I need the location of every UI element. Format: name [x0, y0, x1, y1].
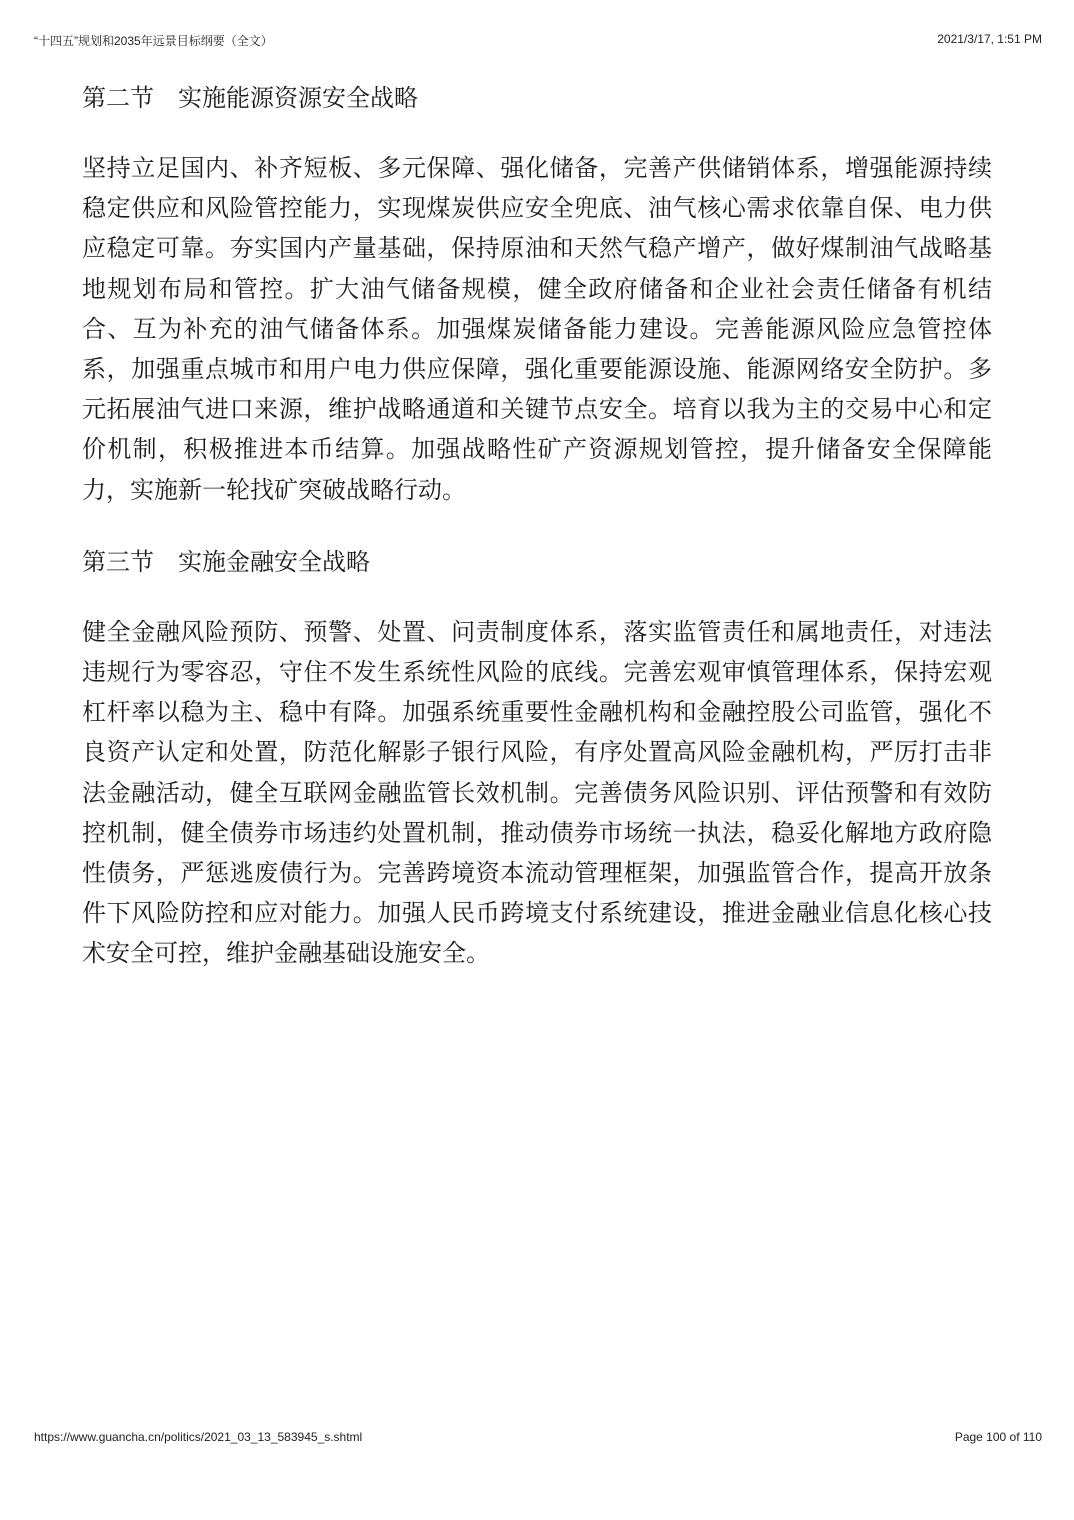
print-header [34, 32, 1042, 49]
section-heading-finance: 第三节 实施金融安全战略 [82, 547, 370, 576]
section-body-energy: 坚持立足国内、补齐短板、多元保障、强化储备，完善产供储销体系，增强能源持续稳定供应和风险管控能力，实现煤炭供应安全兜底、油气核心需求依靠自保、电力供应稳定可靠。夯实国内产量基础，保持原油和天然气稳产增产，做好煤制油气战略基地规划布局和管控。扩大油气储备规模，健全政府储备和企业社会责任储备有机结合、互为补充的油气储备体系。加强煤炭储备能力建设。完善能源风险应急管控体系，加强重点城市和用户电力供应保障，强化重要能源设施、能源网络安全防护。多元拓展油气进口来源，维护战略通道和关键节点安全。培育以我为主的交易中心和定价机制，积极推进本币结算。加强战略性矿产资源规划管控，提升储备安全保障能力，实施新一轮找矿突破战略行动。 [82, 154, 992, 504]
section-heading-energy: 第二节 实施能源资源安全战略 [82, 84, 418, 112]
page-number: Page 100 of 110 [954, 1430, 1042, 1444]
document-content [82, 78, 992, 974]
print-footer [34, 1430, 1042, 1444]
source-url: https://www.guancha.cn/politics/2021_03_13_583945_s.shtml [34, 1430, 363, 1444]
document-title: “十四五”规划和2035年远景目标纲要（全文） [34, 34, 273, 48]
section-body-finance: 健全金融风险预防、预警、处置、问责制度体系，落实监管责任和属地责任，对违法违规行为零容忍，守住不发生系统性风险的底线。完善宏观审慎管理体系，保持宏观杠杆率以稳为主、稳中有降。加强系统重要性金融机构和金融控股公司监管，强化不良资产认定和处置，防范化解影子银行风险，有序处置高风险金融机构，严厉打击非法金融活动，健全互联网金融监管长效机制。完善债务风险识别、评估预警和有效防控机制，健全债券市场违约处置机制，推动债券市场统一执法，稳妥化解地方政府隐性债务，严惩逃废债行为。完善跨境资本流动管理框架，加强监管合作，提高开放条件下风险防控和应对能力。加强人民币跨境支付系统建设，推进金融业信息化核心技术安全可控，维护金融基础设施安全。 [82, 617, 992, 968]
print-timestamp: 2021/3/17, 1:51 PM [937, 32, 1042, 46]
